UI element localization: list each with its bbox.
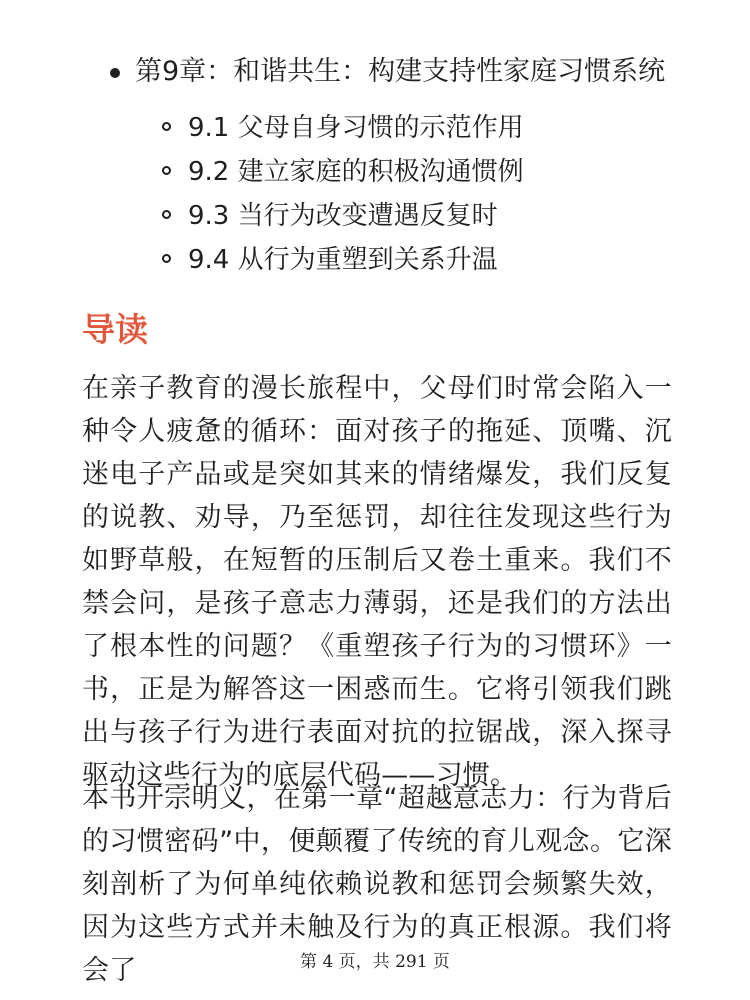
chapter-title: 第9章：和谐共生：构建支持性家庭习惯系统 — [135, 56, 666, 87]
hollow-bullet-icon — [162, 166, 171, 175]
section-title: 9.3 当行为改变遭遇反复时 — [188, 201, 498, 231]
hollow-bullet-icon — [162, 122, 171, 131]
section-title: 9.4 从行为重塑到关系升温 — [188, 245, 498, 275]
body-paragraph: 本书开宗明义，在第一章“超越意志力：行为背后的习惯密码”中，便颠覆了传统的育儿观念。它深刻剖析了为何单纯依赖说教和惩罚会频繁失效，因为这些方式并未触及行为的真正根源。我们将会了 — [82, 783, 672, 986]
body-paragraph: 在亲子教育的漫长旅程中，父母们时常会陷入一种令人疲惫的循环：面对孩子的拖延、顶嘴、沉迷电子产品或是突如其来的情绪爆发，我们反复的说教、劝导，乃至惩罚，却往往发现这些行为如野草般，在短暂的压制后又卷土重来。我们不禁会问，是孩子意志力薄弱，还是我们的方法出了根本性的问题？《重塑孩子行为的习惯环》一书，正是为解答这一困惑而生。它将引领我们跳出与孩子行为进行表面对抗的拉锯战，深入探寻驱动这些行为的底层代码——习惯。 — [82, 373, 672, 791]
hollow-bullet-icon — [162, 210, 171, 219]
page-number: 第 4 页，共 291 页 — [300, 952, 450, 972]
hollow-bullet-icon — [162, 254, 171, 263]
section-title: 9.1 父母自身习惯的示范作用 — [188, 113, 524, 143]
section-title: 9.2 建立家庭的积极沟通惯例 — [188, 157, 524, 187]
section-heading: 导读 — [82, 310, 148, 349]
bullet-icon — [110, 68, 120, 78]
